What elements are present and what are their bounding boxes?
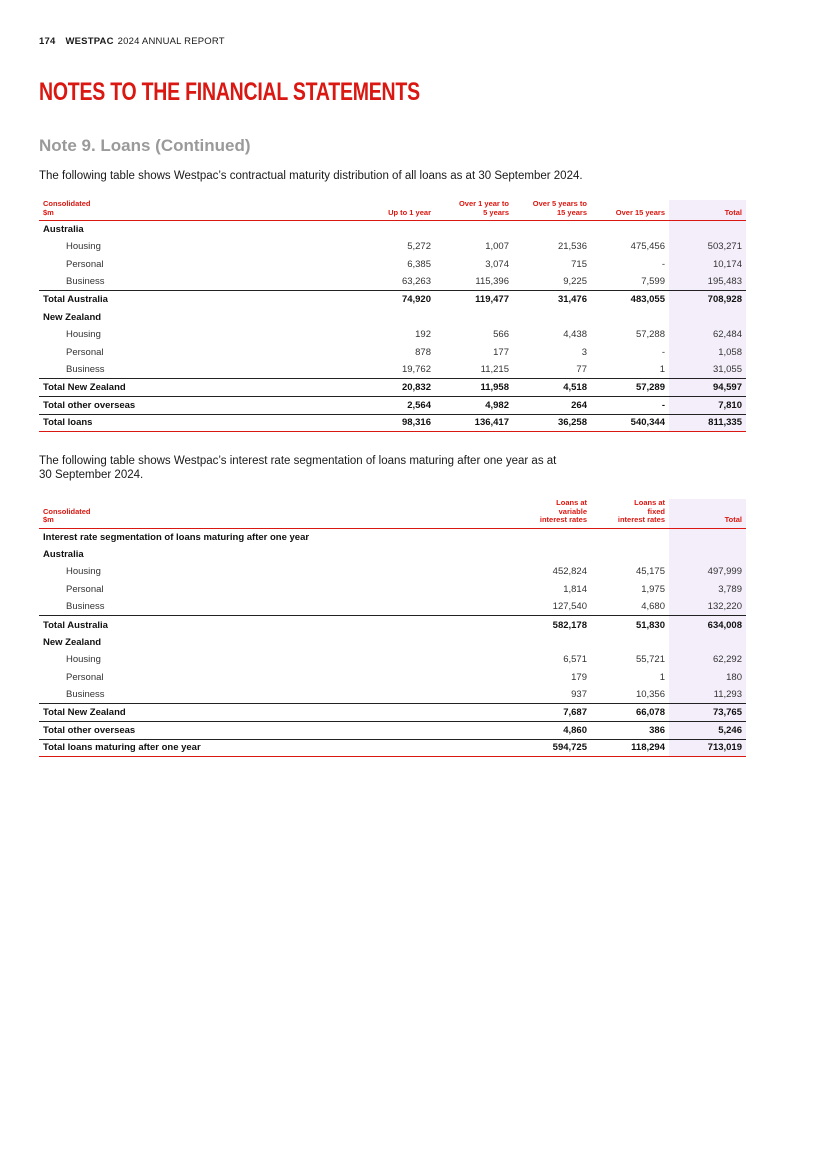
row-label: Total other overseas: [39, 722, 513, 740]
table-row: [39, 344, 746, 362]
row-label: Housing: [66, 566, 101, 578]
table-cell: 63,263: [401, 276, 431, 288]
row-label: Australia: [43, 548, 84, 560]
table-cell: 11,215: [480, 364, 509, 376]
table-cell: 3,789: [669, 581, 746, 599]
table-row: [39, 256, 746, 274]
row-label: Business: [66, 601, 105, 613]
table-header-row: [39, 200, 746, 221]
table-row: [39, 739, 746, 757]
table1-intro: The following table shows Westpac’s contractual maturity distribution of all loans as at 30 September 2024.: [39, 170, 583, 182]
section-title: NOTES TO THE FINANCIAL STATEMENTS: [39, 78, 420, 106]
row-label: Personal: [66, 672, 104, 684]
table-cell: [513, 308, 591, 326]
table-row: [39, 686, 746, 704]
table-cell: 21,536: [557, 241, 587, 253]
table-cell: 127,540: [552, 601, 587, 613]
table-cell: 594,725: [513, 739, 591, 757]
table-cell: 1,814: [563, 584, 587, 596]
table-cell: -: [661, 258, 665, 270]
table-cell: 475,456: [630, 241, 665, 253]
brand-name: WESTPAC: [65, 36, 114, 47]
table-cell: 483,055: [591, 291, 669, 309]
table-cell: [669, 528, 746, 546]
table-cell: 62,292: [669, 651, 746, 669]
row-label: Total Australia: [39, 616, 513, 634]
row-label: Business: [66, 364, 105, 376]
table-cell: [591, 634, 669, 652]
table-cell: 10,356: [635, 689, 665, 701]
table-cell: [513, 546, 591, 564]
table-cell: 94,597: [669, 379, 746, 397]
table-cell: 177: [493, 346, 509, 358]
table-cell: 4,680: [641, 601, 665, 613]
table-cell: 4,518: [513, 379, 591, 397]
table-cell: 20,832: [355, 379, 435, 397]
table-cell: 9,225: [563, 276, 587, 288]
table-cell: 4,982: [435, 396, 513, 414]
table-row: [39, 396, 746, 414]
table-cell: 31,476: [513, 291, 591, 309]
table-cell: 811,335: [669, 414, 746, 432]
table-cell: 566: [493, 329, 509, 341]
table-row: [39, 221, 746, 239]
table-cell: 179: [571, 672, 587, 684]
row-label: Personal: [66, 346, 104, 358]
table-cell: 98,316: [355, 414, 435, 432]
table-cell: [669, 546, 746, 564]
row-label: New Zealand: [43, 636, 102, 648]
table-row: [39, 722, 746, 740]
table-row: [39, 308, 746, 326]
table-cell: 6,571: [563, 654, 587, 666]
table-cell: [355, 221, 435, 239]
interest-rate-table: [39, 499, 746, 757]
column-header: Over 15 years: [591, 200, 669, 221]
table-cell: 11,293: [669, 686, 746, 704]
row-label: Personal: [66, 584, 104, 596]
table-cell: [435, 308, 513, 326]
table-cell: 713,019: [669, 739, 746, 757]
table2-intro: The following table shows Westpac’s interest rate segmentation of loans maturing after one year as at 30 September 2024.: [39, 455, 557, 481]
row-label: New Zealand: [43, 311, 102, 323]
row-label: Housing: [66, 241, 101, 253]
table-cell: 878: [415, 346, 431, 358]
table-cell: 62,484: [669, 326, 746, 344]
table-cell: 503,271: [669, 238, 746, 256]
table-cell: 937: [571, 689, 587, 701]
table-cell: -: [661, 346, 665, 358]
table-row: [39, 669, 746, 687]
table-row: [39, 326, 746, 344]
table-cell: 3: [581, 346, 587, 358]
table-cell: 1: [659, 672, 665, 684]
table-cell: 7,599: [641, 276, 665, 288]
table-cell: 55,721: [635, 654, 665, 666]
table-cell: [669, 221, 746, 239]
table-cell: 386: [591, 722, 669, 740]
table-cell: 1: [659, 364, 665, 376]
table-cell: 57,289: [591, 379, 669, 397]
column-header-total: Total: [669, 499, 746, 528]
table-header-row: [39, 499, 746, 528]
table-cell: 2,564: [355, 396, 435, 414]
document-title: 2024 ANNUAL REPORT: [117, 36, 225, 47]
table-row: [39, 291, 746, 309]
column-header: Loans at variable interest rates: [513, 499, 591, 528]
table-cell: 1,975: [641, 584, 665, 596]
row-label: Total New Zealand: [39, 704, 513, 722]
table-cell: 10,174: [669, 256, 746, 274]
table-cell: 497,999: [669, 563, 746, 581]
row-label: Interest rate segmentation of loans maturing after one year: [43, 531, 310, 543]
row-label: Housing: [66, 654, 101, 666]
table-row: [39, 414, 746, 432]
column-header-label: Consolidated $m: [39, 499, 513, 528]
table-row: [39, 598, 746, 616]
table-row: [39, 616, 746, 634]
table-cell: 180: [669, 669, 746, 687]
table-cell: [513, 634, 591, 652]
row-label: Australia: [43, 224, 84, 236]
table-cell: 7,810: [669, 396, 746, 414]
table-cell: 19,762: [401, 364, 431, 376]
table-cell: [591, 546, 669, 564]
table-cell: 57,288: [635, 329, 665, 341]
table-cell: 132,220: [669, 598, 746, 616]
table-cell: 715: [571, 258, 587, 270]
row-label: Business: [66, 276, 105, 288]
row-label: Total loans: [39, 414, 355, 432]
table-cell: 136,417: [435, 414, 513, 432]
column-header-total: Total: [669, 200, 746, 221]
page-number: 174: [39, 36, 56, 47]
table-row: [39, 546, 746, 564]
table-cell: [591, 308, 669, 326]
table-row: [39, 379, 746, 397]
row-label: Housing: [66, 329, 101, 341]
maturity-table: [39, 200, 746, 432]
row-label: Business: [66, 689, 105, 701]
table-cell: 540,344: [591, 414, 669, 432]
table-cell: 36,258: [513, 414, 591, 432]
table-row: [39, 238, 746, 256]
table-cell: 119,477: [435, 291, 513, 309]
table-cell: [669, 308, 746, 326]
table-cell: [355, 308, 435, 326]
table-cell: 118,294: [591, 739, 669, 757]
table-cell: [669, 634, 746, 652]
table-row: [39, 361, 746, 379]
table-cell: [591, 221, 669, 239]
table-row: [39, 651, 746, 669]
column-header: Loans at fixed interest rates: [591, 499, 669, 528]
table-cell: 1,007: [485, 241, 509, 253]
table-cell: 5,272: [407, 241, 431, 253]
column-header-label: Consolidated $m: [39, 200, 355, 221]
table-cell: 192: [415, 329, 431, 341]
column-header: Over 5 years to 15 years: [513, 200, 591, 221]
table-row: [39, 273, 746, 291]
row-label: Total New Zealand: [39, 379, 355, 397]
table-cell: [513, 221, 591, 239]
table-cell: 77: [576, 364, 587, 376]
table-cell: 5,246: [669, 722, 746, 740]
page-header: [39, 36, 225, 47]
table-cell: 582,178: [513, 616, 591, 634]
row-label: Total Australia: [39, 291, 355, 309]
table-cell: 452,824: [552, 566, 587, 578]
row-label: Total loans maturing after one year: [39, 739, 513, 757]
table-cell: 264: [513, 396, 591, 414]
table-row: [39, 581, 746, 599]
table-cell: 708,928: [669, 291, 746, 309]
table-cell: 45,175: [635, 566, 665, 578]
table-cell: 4,438: [563, 329, 587, 341]
table-row: [39, 563, 746, 581]
table-cell: 1,058: [669, 344, 746, 362]
column-header: Up to 1 year: [355, 200, 435, 221]
row-label: Personal: [66, 258, 104, 270]
table-row: [39, 528, 746, 546]
column-header: Over 1 year to 5 years: [435, 200, 513, 221]
table-cell: 74,920: [355, 291, 435, 309]
row-label: Total other overseas: [39, 396, 355, 414]
table-cell: 115,396: [475, 276, 509, 288]
table-cell: [435, 221, 513, 239]
table-cell: 7,687: [513, 704, 591, 722]
table-cell: -: [591, 396, 669, 414]
note-title: Note 9. Loans (Continued): [39, 136, 251, 155]
table-row: [39, 704, 746, 722]
table-cell: 73,765: [669, 704, 746, 722]
table-cell: 31,055: [669, 361, 746, 379]
table-cell: 6,385: [407, 258, 431, 270]
table-cell: 195,483: [669, 273, 746, 291]
table-cell: 3,074: [485, 258, 509, 270]
table-row: [39, 634, 746, 652]
table-cell: 4,860: [513, 722, 591, 740]
table-cell: 11,958: [435, 379, 513, 397]
table-cell: 634,008: [669, 616, 746, 634]
table-cell: 66,078: [591, 704, 669, 722]
table-cell: 51,830: [591, 616, 669, 634]
